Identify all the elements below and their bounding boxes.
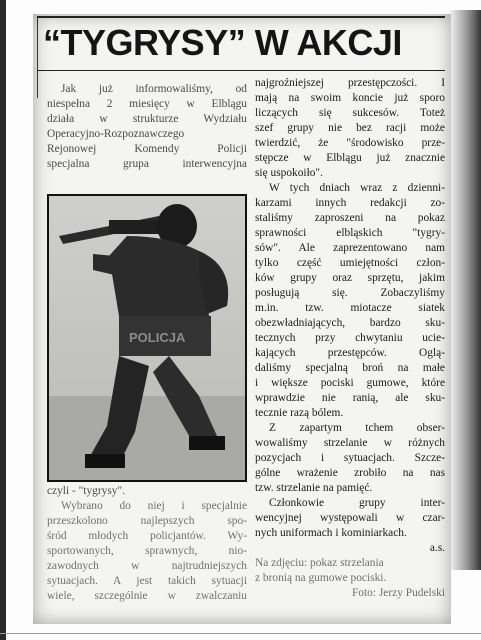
top-rule (37, 16, 445, 18)
text-line: posługują się. Zobaczyliśmy (255, 287, 445, 299)
text-line: działa w strukturze Wydziału (47, 113, 247, 125)
author-signature: a.s. (429, 542, 445, 554)
text-line: ków grupy oraz sprzętu, jakim (255, 272, 445, 284)
text-line: czyli - "tygrysy". (47, 485, 125, 497)
text-line: sprawności elbląskich "tygry- (255, 227, 445, 239)
text-line: najgroźniejszej przestępczości. I (255, 77, 445, 89)
text-line: obezwładniających, bardzo sku- (255, 317, 445, 329)
text-line: specjalna grupa interwencyjna (47, 158, 247, 170)
left-column-top (47, 82, 247, 172)
right-column (255, 76, 445, 601)
text-line: wprawdzie nie ranią, ale sku- (255, 392, 445, 404)
text-line: sytuacjach. A jest takich sytuacji (47, 575, 247, 587)
text-line: tzw. strzelanie na pamięć. (255, 482, 373, 494)
text-line: sów". Ale zaprezentowano nam (255, 242, 445, 254)
text-line: gólne wrażenie zrobiło na nas (255, 467, 445, 479)
newspaper-clipping (33, 14, 451, 624)
article-photo (47, 194, 247, 482)
text-line: i większe pociski gumowe, które (255, 377, 445, 389)
text-line: wowaliśmy strzelanie w różnych (255, 437, 445, 449)
text-line: tylko część umiejętności człon- (255, 257, 445, 269)
scan-left-edge (0, 0, 6, 640)
text-line: zawodnych w najtrudniejszych (47, 560, 247, 572)
left-column-bottom (47, 484, 247, 604)
text-line: pozycjach i sytuacjach. Szcze- (255, 452, 445, 464)
headline-underline (37, 70, 445, 71)
headline: “TYGRYSY” W AKCJI (43, 22, 402, 63)
text-line: sportowanych, sprawnych, nio- (47, 545, 247, 557)
text-line: tecznych przy chwytaniu ucie- (255, 332, 445, 344)
text-line: Jak już informowaliśmy, od (61, 83, 247, 95)
text-line: śród młodych policjantów. Wy- (47, 530, 247, 542)
text-line: wiele, szczególnie w zwalczaniu (47, 590, 247, 602)
text-line: stępcze w Elblągu już znacznie (255, 152, 445, 164)
scan-bottom-edge (0, 633, 481, 634)
text-line: wencyjnej występowali w czar- (255, 512, 445, 524)
text-line: niespełna 2 miesięcy w Elblągu (47, 98, 247, 110)
text-line: się uspokoiło". (255, 167, 323, 179)
photo-shooter-figure (49, 196, 245, 480)
text-line: mają na swoim koncie już sporo (255, 92, 445, 104)
text-line: daliśmy specjalną broń na małe (255, 362, 445, 374)
photo-caption: z bronią na gumowe pociski. (255, 572, 387, 584)
photo-credit: Foto: Jerzy Pudelski (351, 587, 445, 599)
text-line: Operacyjno-Rozpoznawczego (47, 128, 185, 140)
text-line: Rejonowej Komendy Policji (47, 143, 247, 155)
text-line: Członkowie grupy inter- (269, 497, 445, 509)
text-line: W tych dniach wraz z dzienni- (269, 182, 445, 194)
text-line: szef grupy nie bez racji może (255, 122, 445, 134)
scan-right-shadow (448, 10, 481, 570)
text-line: Wybrano do niej i specjalnie (61, 500, 247, 512)
left-vertical-rule (37, 18, 38, 98)
photo-caption: Na zdjęciu: pokaz strzelania (255, 557, 384, 569)
text-line: tecznie razą bólem. (255, 407, 344, 419)
vest-text: POLICJA (129, 330, 186, 345)
text-line: Z zapartym tchem obser- (269, 422, 445, 434)
text-line: przeszkolono najlepszych spo- (47, 515, 247, 527)
text-line: kających przestępców. Oglą- (255, 347, 445, 359)
text-line: karzami innych redakcji zo- (255, 197, 445, 209)
text-line: m.in. tzw. miotacze siatek (255, 302, 445, 314)
text-line: liczących się sukcesów. Toteż (255, 107, 445, 119)
text-line: nych uniformach i kominiarkach. (255, 527, 407, 539)
text-line: twierdzić, że "środowisko prze- (255, 137, 445, 149)
text-line: staliśmy zaproszeni na pokaz (255, 212, 445, 224)
